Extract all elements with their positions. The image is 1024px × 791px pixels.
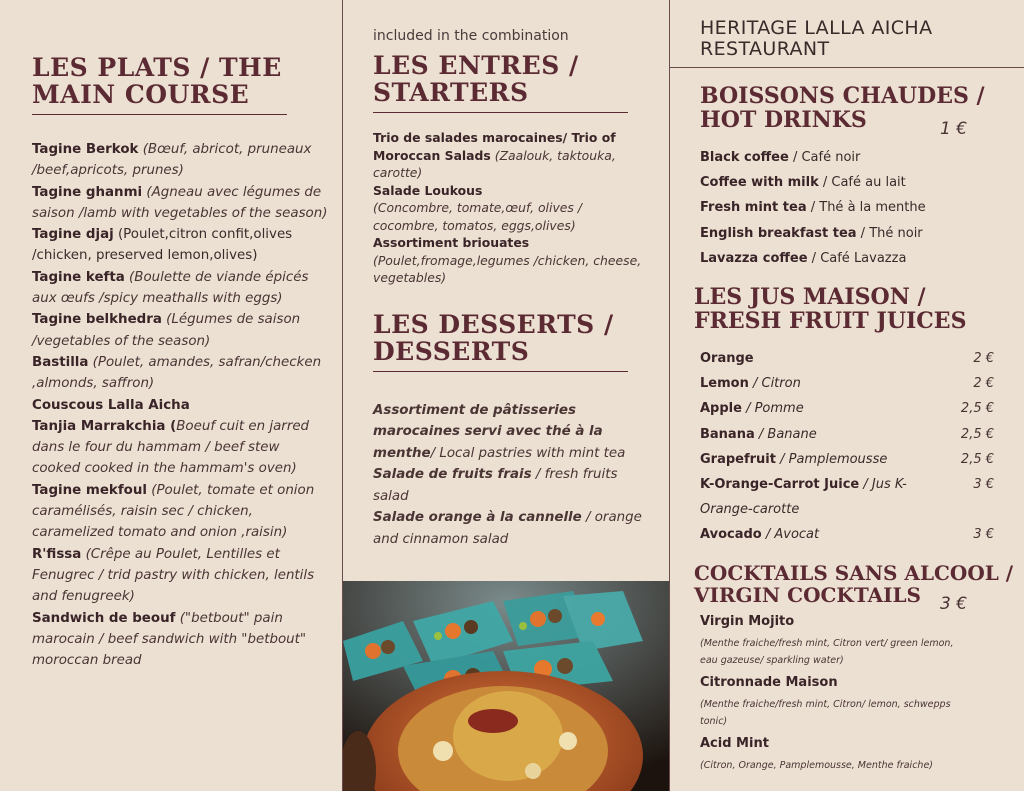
cocktail-item bbox=[700, 736, 970, 774]
food-photo bbox=[343, 581, 669, 791]
juice-item: Grapefruit / Pamplemousse 2,5 € bbox=[700, 451, 994, 467]
heading-rule bbox=[373, 371, 628, 372]
juices-list bbox=[694, 346, 994, 548]
heading-rule bbox=[373, 112, 628, 113]
restaurant-name-line: RESTAURANT bbox=[700, 38, 830, 60]
drink-item: Coffee with milk / Café au lait bbox=[700, 175, 906, 191]
combination-note: included in the combination bbox=[373, 28, 569, 44]
heading-line: MAIN COURSE bbox=[32, 80, 250, 109]
heading-line: VIRGIN COCKTAILS bbox=[694, 583, 921, 607]
menu-item: Tagine djaj (Poulet,citron confit,olives /chicken, preserved lemon,olives) bbox=[32, 227, 293, 264]
menu-item: Tagine kefta (Boulette de viande épicés aux œufs /spicy meathalls with eggs) bbox=[32, 269, 309, 307]
drinks-column bbox=[670, 0, 1024, 791]
heading-line: LES JUS MAISON / bbox=[694, 284, 926, 310]
heading-line: COCKTAILS SANS ALCOOL / bbox=[694, 561, 1014, 585]
menu-item: Salade orange à la cannelle / orange and cinnamon salad bbox=[373, 510, 642, 547]
heading-line: LES DESSERTS / bbox=[373, 309, 614, 339]
cocktail-desc: (Menthe fraiche/fresh mint, Citron/ lemon, schwepps tonic) bbox=[700, 699, 951, 727]
heading-line: FRESH FRUIT JUICES bbox=[694, 308, 967, 334]
menu-item: Assortiment briouates (Poulet,fromage,legumes /chicken, cheese, vegetables) bbox=[373, 235, 642, 285]
juice-item: Orange 2 € bbox=[700, 351, 994, 366]
menu-item: Trio de salades marocaines/ Trio of Moroccan Salads (Zaalouk, taktouka, carotte) bbox=[373, 130, 616, 180]
main-course-list bbox=[32, 139, 328, 671]
menu-item: Couscous Lalla Aicha bbox=[32, 397, 190, 413]
heading-line: LES ENTRES / bbox=[373, 51, 579, 80]
cocktails-list bbox=[694, 614, 970, 774]
juice-item: Avocado / Avocat 3 € bbox=[700, 527, 994, 543]
main-course-column bbox=[0, 0, 342, 791]
juice-item: Banana / Banane 2,5 € bbox=[700, 426, 994, 442]
cocktail-desc: (Menthe fraiche/fresh mint, Citron vert/ green lemon, eau gazeuse/ sparkling water) bbox=[700, 638, 954, 666]
drink-item: Black coffee / Café noir bbox=[700, 150, 861, 165]
menu-item: Tagine Berkok (Bœuf, abricot, pruneaux /beef,apricots, prunes) bbox=[32, 142, 312, 179]
starters-list bbox=[373, 129, 669, 287]
hot-drinks-list bbox=[700, 145, 1000, 271]
drink-item: Lavazza coffee / Café Lavazza bbox=[700, 250, 907, 266]
cocktail-item bbox=[700, 614, 970, 669]
heading-line: HOT DRINKS bbox=[700, 107, 867, 133]
tagine-photo-illustration bbox=[343, 581, 669, 791]
menu-item: Salade Loukous (Concombre, tomate,œuf, olives / cocombre, tomatos, eggs,olives) bbox=[373, 182, 582, 233]
menu-item: Tanjia Marrakchia (Boeuf cuit en jarred dans le four du hammam / beef stew cooked cooked in the hammam's oven) bbox=[32, 418, 310, 477]
starters-heading bbox=[373, 52, 669, 106]
menu-item: Tagine belkhedra (Légumes de saison /vegetables of the season) bbox=[32, 312, 301, 349]
cocktails-section bbox=[694, 562, 1014, 774]
menu-item: Tagine ghanmi (Agneau avec légumes de saison /lamb with vegetables of the season) bbox=[32, 184, 328, 221]
drink-item: Fresh mint tea / Thé à la menthe bbox=[700, 200, 926, 216]
cocktail-name: Acid Mint bbox=[700, 736, 769, 751]
cocktail-name: Virgin Mojito bbox=[700, 614, 795, 629]
heading-line: BOISSONS CHAUDES / bbox=[700, 83, 985, 109]
juices-section bbox=[694, 285, 994, 548]
menu-item: Salade de fruits frais / fresh fruits salad bbox=[373, 467, 618, 504]
cocktails-price: 3 € bbox=[940, 594, 968, 614]
juice-item: Apple / Pomme 2,5 € bbox=[700, 401, 994, 417]
heading-line: STARTERS bbox=[373, 78, 529, 107]
header-rule bbox=[670, 67, 1024, 68]
restaurant-name bbox=[700, 18, 1024, 60]
cocktail-desc: (Citron, Orange, Pamplemousse, Menthe fraiche) bbox=[700, 760, 933, 771]
menu-item: R'fissa (Crêpe au Poulet, Lentilles et Fenugrec / trid pastry with chicken, lentils and fenugreek) bbox=[32, 546, 315, 605]
menu-item: Tagine mekfoul (Poulet, tomate et onion caramélisés, raisin sec / chicken, caramelized tomato and onion ,raisin) bbox=[32, 482, 315, 541]
desserts-list bbox=[373, 400, 669, 551]
heading-line: DESSERTS bbox=[373, 336, 530, 366]
menu-item: Assortiment de pâtisseries marocaines servi avec thé à la menthe/ Local pastries with mint tea bbox=[373, 402, 626, 461]
starters-desserts-column bbox=[343, 0, 669, 791]
heading-rule bbox=[32, 114, 287, 115]
menu-item: Sandwich de beouf ("betbout" pain marocain / beef sandwich with "betbout" moroccan bread bbox=[32, 610, 307, 669]
heading-line: LES PLATS / THE bbox=[32, 53, 282, 82]
juice-item: Lemon / Citron 2 € bbox=[700, 376, 994, 392]
juice-item: K-Orange-Carrot Juice / Jus K-Orange-carotte 3 € bbox=[700, 477, 994, 518]
desserts-heading bbox=[373, 311, 669, 365]
drink-item: English breakfast tea / Thé noir bbox=[700, 225, 923, 241]
main-course-heading bbox=[32, 54, 328, 108]
restaurant-name-line: HERITAGE LALLA AICHA bbox=[700, 17, 933, 39]
cocktail-name: Citronnade Maison bbox=[700, 675, 838, 690]
cocktail-item bbox=[700, 675, 970, 730]
menu-item: Bastilla (Poulet, amandes, safran/checken ,almonds, saffron) bbox=[32, 354, 322, 392]
hot-drinks-price: 1 € bbox=[940, 119, 968, 139]
juices-heading bbox=[694, 285, 994, 333]
hot-drinks-section bbox=[700, 84, 1000, 271]
